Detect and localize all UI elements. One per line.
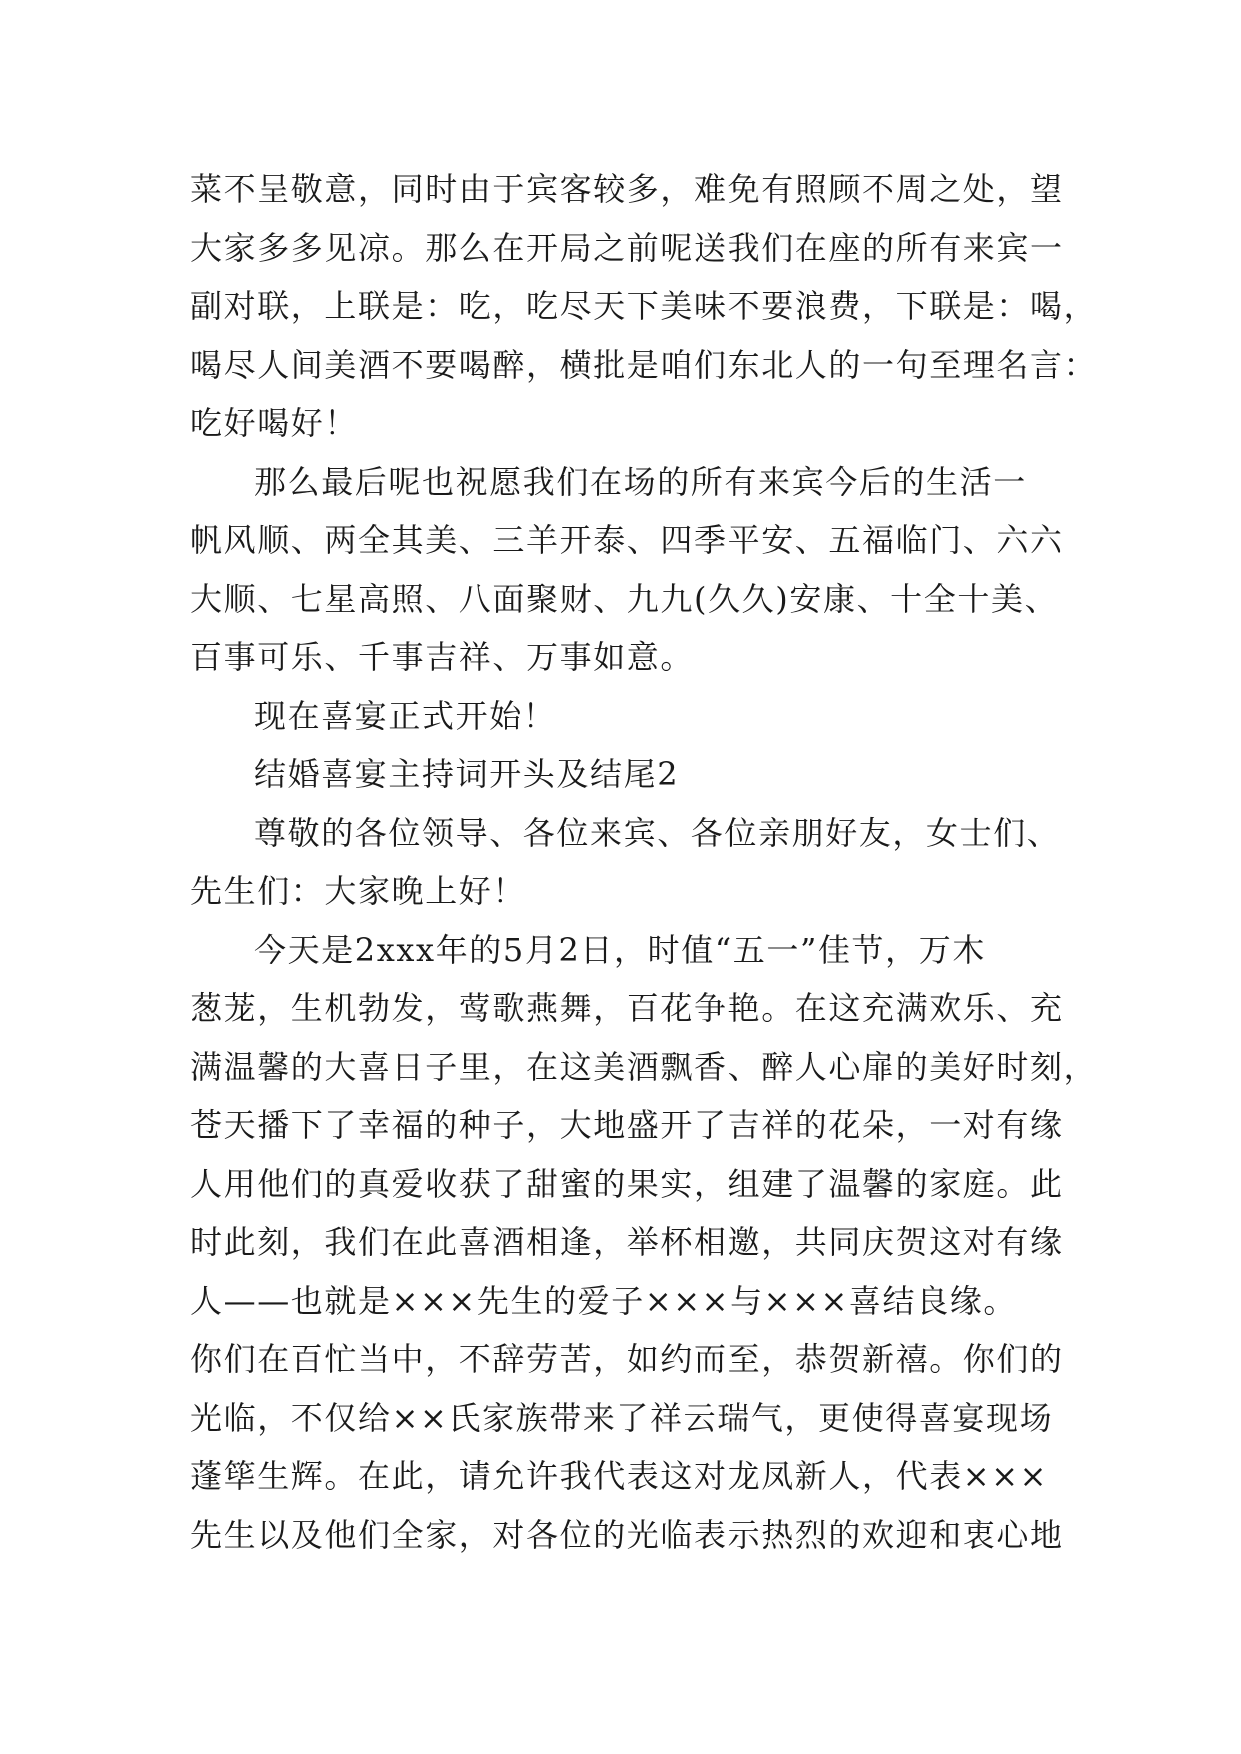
- paragraph-first-line: 现在喜宴正式开始！: [254, 696, 557, 735]
- text-line: 苍天播下了幸福的种子，大地盛开了吉祥的花朵，一对有缘: [190, 1106, 1064, 1144]
- document-body: [190, 160, 1098, 1564]
- text-line: 你们在百忙当中，不辞劳苦，如约而至，恭贺新禧。你们的: [190, 1340, 1064, 1378]
- text-line: 喝尽人间美酒不要喝醉，横批是咱们东北人的一句至理名言：: [190, 345, 1098, 384]
- text-line: 葱茏，生机勃发，莺歌燕舞，百花争艳。在这充满欢乐、充: [190, 989, 1064, 1027]
- text-line: 大家多多见凉。那么在开局之前呢送我们在座的所有来宾一: [190, 228, 1064, 267]
- text-line: 帆风顺、两全其美、三羊开泰、四季平安、五福临门、六六: [190, 521, 1064, 559]
- text-line: 菜不呈敬意，同时由于宾客较多，难免有照顾不周之处，望: [190, 170, 1064, 208]
- text-line: 副对联，上联是：吃，吃尽天下美味不要浪费，下联是：喝，: [190, 287, 1098, 325]
- text-line: 大顺、七星高照、八面聚财、九九(久久)安康、十全十美、: [190, 579, 1059, 618]
- paragraph-first-line: 那么最后呢也祝愿我们在场的所有来宾今后的生活一: [254, 462, 1027, 501]
- text-line: 先生以及他们全家，对各位的光临表示热烈的欢迎和衷心地: [190, 1515, 1064, 1554]
- text-line: 人——也就是×××先生的爱子×××与×××喜结良缘。: [190, 1281, 1017, 1320]
- text-line: 光临，不仅给××氏家族带来了祥云瑞气，更使得喜宴现场: [190, 1398, 1054, 1437]
- text-line: 时此刻，我们在此喜酒相逢，举杯相邀，共同庆贺这对有缘: [190, 1223, 1064, 1261]
- text-line: 人用他们的真爱收获了甜蜜的果实，组建了温馨的家庭。此: [190, 1164, 1064, 1203]
- paragraph-first-line: 尊敬的各位领导、各位来宾、各位亲朋好友，女士们、: [254, 813, 1061, 852]
- text-line: 满温馨的大喜日子里，在这美酒飘香、醉人心扉的美好时刻，: [190, 1047, 1098, 1086]
- text-line: 先生们：大家晚上好！: [190, 872, 527, 910]
- text-line: 蓬筚生辉。在此，请允许我代表这对龙凤新人，代表×××: [190, 1457, 1049, 1495]
- text-line: 百事可乐、千事吉祥、万事如意。: [190, 638, 695, 676]
- text-line: 吃好喝好！: [190, 404, 359, 442]
- paragraph-first-line: 今天是2xxx年的5月2日，时值“五一”佳节，万木: [254, 930, 986, 969]
- section-heading: 结婚喜宴主持词开头及结尾2: [254, 755, 680, 793]
